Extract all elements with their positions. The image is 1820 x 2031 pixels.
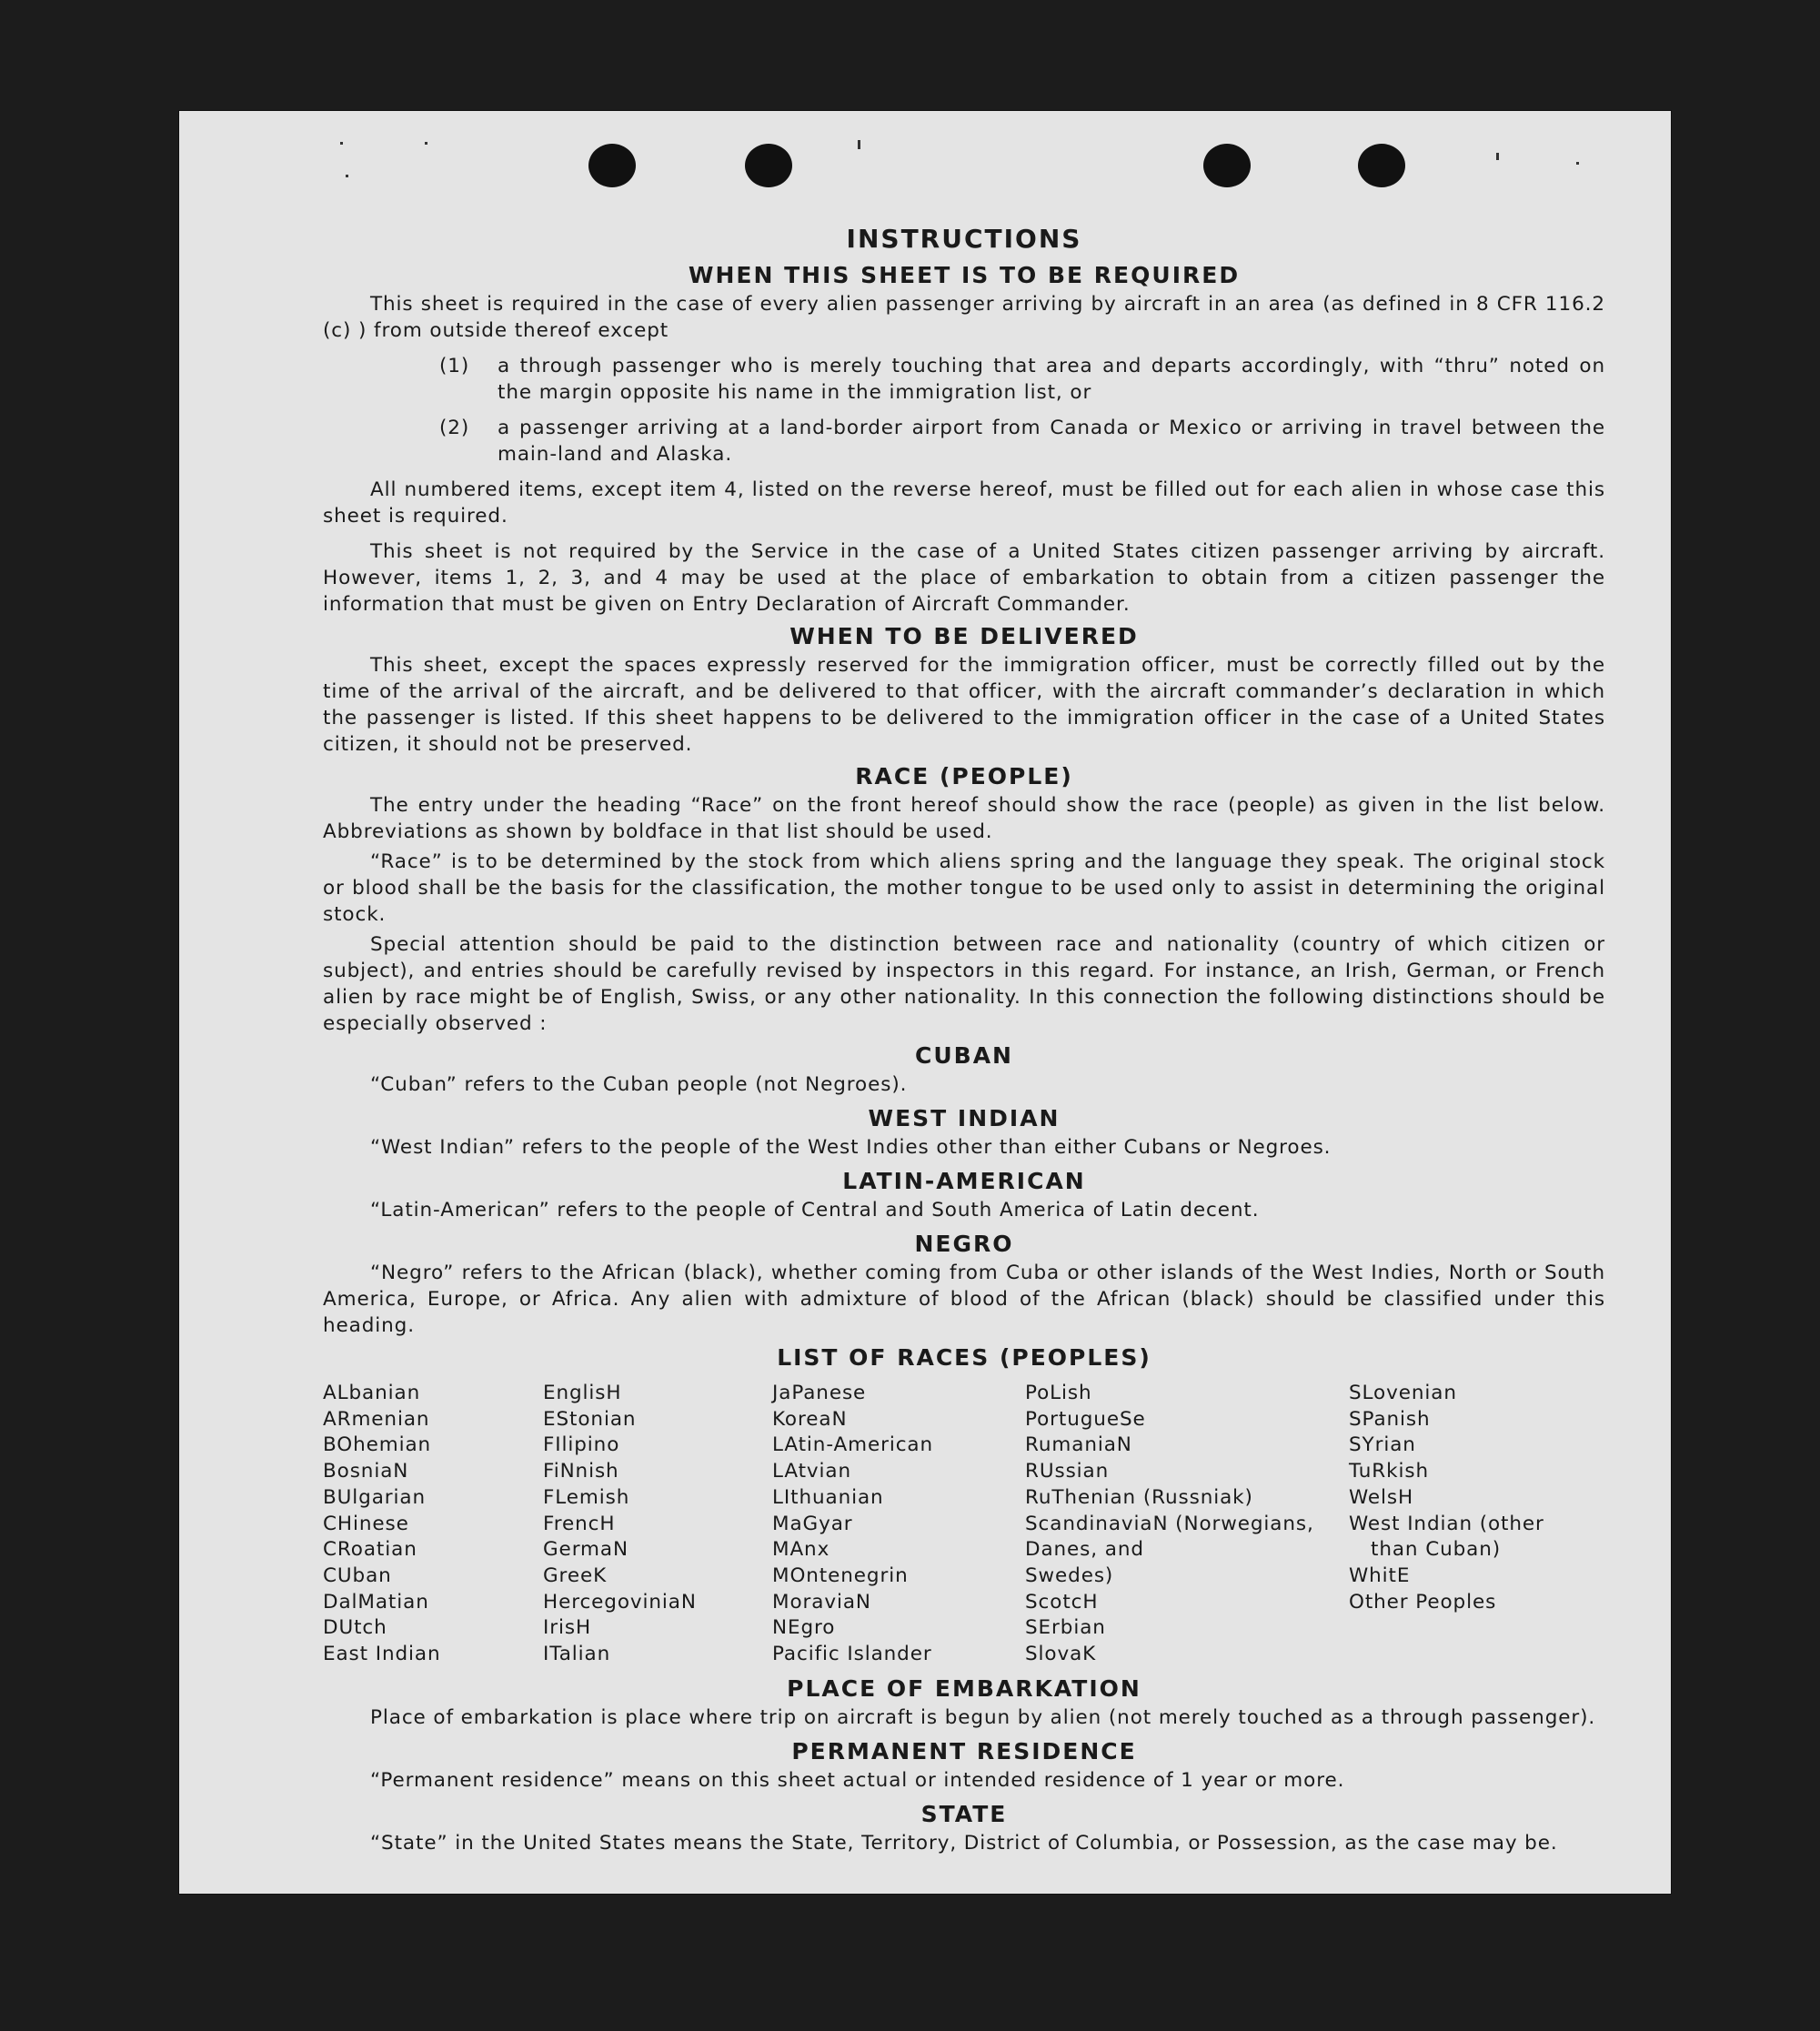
race-entry: TuRkish	[1349, 1460, 1429, 1483]
punch-hole	[588, 144, 636, 187]
paragraph: “Race” is to be determined by the stock from which aliens spring and the language they speak. The original stock or blood shall be the basis for the classification, the mother tongue to be used only to assist in determining the original stock.	[323, 850, 1605, 926]
section-heading: WHEN THIS SHEET IS TO BE REQUIRED	[688, 262, 1241, 288]
race-entry: HercegoviniaN	[543, 1590, 697, 1614]
paragraph: All numbered items, except item 4, listed on the reverse hereof, must be filled out for each alien in whose case this sheet is required.	[323, 478, 1605, 528]
section-heading: WHEN TO BE DELIVERED	[789, 623, 1139, 649]
paragraph: “Negro” refers to the African (black), whether coming from Cuba or other islands of the West Indies, North or South America, Europe, or Africa. Any alien with admixture of blood of the African (black) should be classified under this heading.	[323, 1262, 1605, 1337]
race-entry: ScandinaviaN (Norwegians,	[1025, 1512, 1314, 1535]
punch-hole	[1358, 144, 1405, 187]
race-entry: ALbanian	[323, 1382, 421, 1404]
section-heading: LIST OF RACES (PEOPLES)	[777, 1344, 1151, 1371]
race-entry: CUban	[323, 1563, 392, 1587]
race-entry: ScotcH	[1025, 1590, 1099, 1614]
race-entry: EnglisH	[543, 1382, 622, 1404]
races-column	[543, 1381, 772, 1668]
paragraph: The entry under the heading “Race” on the front hereof should show the race (people) as given in the list below. Abbreviations as shown by boldface in that list should be used.	[323, 794, 1605, 843]
race-entry: GermaN	[543, 1538, 628, 1562]
race-entry: SPanish	[1349, 1407, 1431, 1431]
race-entry: RumaniaN	[1025, 1433, 1132, 1457]
section-heading: PERMANENT RESIDENCE	[791, 1737, 1137, 1765]
paragraph: Place of embarkation is place where trip on aircraft is begun by alien (not merely touched as a through passenger).	[370, 1705, 1596, 1729]
item-text: a passenger arriving at a land-border airport from Canada or Mexico or arriving in travel between the main-land and Alaska.	[498, 417, 1605, 466]
race-entry: DUtch	[323, 1616, 387, 1640]
section-heading: PLACE OF EMBARKATION	[787, 1674, 1141, 1702]
punch-hole	[1203, 144, 1251, 187]
instructions-body	[323, 222, 1605, 1862]
race-entry: FIlipino	[543, 1433, 620, 1457]
races-column	[1349, 1381, 1604, 1668]
paragraph: This sheet, except the spaces expressly reserved for the immigration officer, must be correctly filled out by the time of the arrival of the aircraft, and be delivered to that officer, with the aircraft commander’s declaration in which the passenger is listed. If this sheet happens to be delivered to the immigration officer in the case of a United States citizen, it should not be preserved.	[323, 654, 1605, 756]
race-entry: SYrian	[1349, 1433, 1416, 1457]
race-entry: SlovaK	[1025, 1643, 1097, 1666]
races-column	[772, 1381, 1025, 1668]
races-column	[323, 1381, 543, 1668]
speck	[346, 175, 348, 177]
race-entry: West Indian (other	[1349, 1512, 1544, 1535]
paragraph: “West Indian” refers to the people of the West Indies other than either Cubans or Negroes.	[370, 1136, 1332, 1159]
list-item	[439, 353, 1605, 406]
race-entry: SErbian	[1025, 1616, 1106, 1640]
race-entry: SLovenian	[1349, 1382, 1457, 1404]
race-entry: ITalian	[543, 1643, 611, 1666]
race-entry: CHinese	[323, 1512, 409, 1535]
race-entry: LAtin-American	[772, 1433, 934, 1457]
race-entry: FiNnish	[543, 1460, 619, 1483]
paragraph: “Cuban” refers to the Cuban people (not Negroes).	[370, 1073, 908, 1096]
section-heading: CUBAN	[915, 1042, 1013, 1069]
race-entry: FLemish	[543, 1485, 630, 1509]
page-title: INSTRUCTIONS	[846, 224, 1082, 254]
race-entry: IrisH	[543, 1616, 592, 1640]
race-entry: WelsH	[1349, 1485, 1414, 1509]
race-entry: FrencH	[543, 1512, 616, 1535]
races-column	[1025, 1381, 1349, 1668]
section-heading: NEGRO	[914, 1231, 1014, 1257]
paragraph: This sheet is required in the case of every alien passenger arriving by aircraft in an area (as defined in 8 CFR 116.2 (c) ) from outside thereof except	[323, 293, 1605, 342]
race-entry: LAtvian	[772, 1460, 852, 1483]
speck	[858, 140, 860, 149]
race-entry: Other Peoples	[1349, 1590, 1497, 1614]
speck	[425, 142, 427, 145]
section-heading: STATE	[920, 1800, 1008, 1827]
list-item	[439, 415, 1605, 468]
race-entry: BosniaN	[323, 1460, 409, 1483]
race-entry: Pacific Islander	[772, 1643, 932, 1666]
paragraph: “Latin-American” refers to the people of Central and South America of Latin decent.	[370, 1199, 1260, 1222]
race-entry: NEgro	[772, 1616, 836, 1640]
document-page	[179, 111, 1671, 1894]
race-entry: GreeK	[543, 1563, 608, 1587]
speck	[1496, 153, 1499, 160]
item-number: (2)	[439, 417, 470, 439]
race-entry: KoreaN	[772, 1407, 848, 1431]
race-entry: MOntenegrin	[772, 1563, 909, 1587]
race-entry: CRoatian	[323, 1538, 417, 1562]
race-entry: RuThenian (Russniak)	[1025, 1485, 1253, 1509]
paragraph: “State” in the United States means the State, Territory, District of Columbia, or Possession, as the case may be.	[370, 1831, 1558, 1855]
race-entry: PoLish	[1025, 1382, 1092, 1404]
race-entry: PortugueSe	[1025, 1407, 1146, 1431]
race-entry: BOhemian	[323, 1433, 432, 1457]
speck	[340, 142, 343, 145]
paragraph: Special attention should be paid to the distinction between race and nationality (country of which citizen or subject), and entries should be carefully revised by inspectors in this regard. For instance, an Irish, German, or French alien by race might be of English, Swiss, or any other nationality. In this connection the following distinctions should be especially observed :	[323, 933, 1605, 1035]
race-entry: JaPanese	[772, 1382, 867, 1404]
speck	[1576, 162, 1579, 165]
paragraph: This sheet is not required by the Service in the case of a United States citizen passenger arriving by aircraft. However, items 1, 2, 3, and 4 may be used at the place of embarkation to obtain from a citizen passenger the information that must be given on Entry Declaration of Aircraft Commander.	[323, 540, 1605, 616]
punch-hole	[745, 144, 792, 187]
section-heading: WEST INDIAN	[868, 1105, 1061, 1131]
section-heading: RACE (PEOPLE)	[855, 763, 1073, 789]
races-list	[323, 1381, 1605, 1668]
item-number: (1)	[439, 355, 470, 377]
race-entry: East Indian	[323, 1643, 441, 1666]
race-entry: DalMatian	[323, 1590, 429, 1614]
race-entry: MoraviaN	[772, 1590, 871, 1614]
paragraph: “Permanent residence” means on this sheet actual or intended residence of 1 year or more.	[370, 1768, 1345, 1792]
race-entry: LIthuanian	[772, 1485, 884, 1509]
race-entry: MaGyar	[772, 1512, 853, 1535]
race-entry: ARmenian	[323, 1407, 430, 1431]
race-entry: Danes, and	[1025, 1538, 1144, 1562]
race-entry: EStonian	[543, 1407, 637, 1431]
race-entry: RUssian	[1025, 1460, 1110, 1483]
race-entry: MAnx	[772, 1538, 830, 1562]
section-heading: LATIN-AMERICAN	[842, 1168, 1086, 1194]
race-entry: BUlgarian	[323, 1485, 426, 1509]
race-entry: than Cuban)	[1371, 1538, 1502, 1562]
race-entry: WhitE	[1349, 1563, 1411, 1587]
race-entry: Swedes)	[1025, 1563, 1114, 1587]
item-text: a through passenger who is merely touching that area and departs accordingly, with “thru” noted on the margin opposite his name in the immigration list, or	[498, 355, 1605, 404]
